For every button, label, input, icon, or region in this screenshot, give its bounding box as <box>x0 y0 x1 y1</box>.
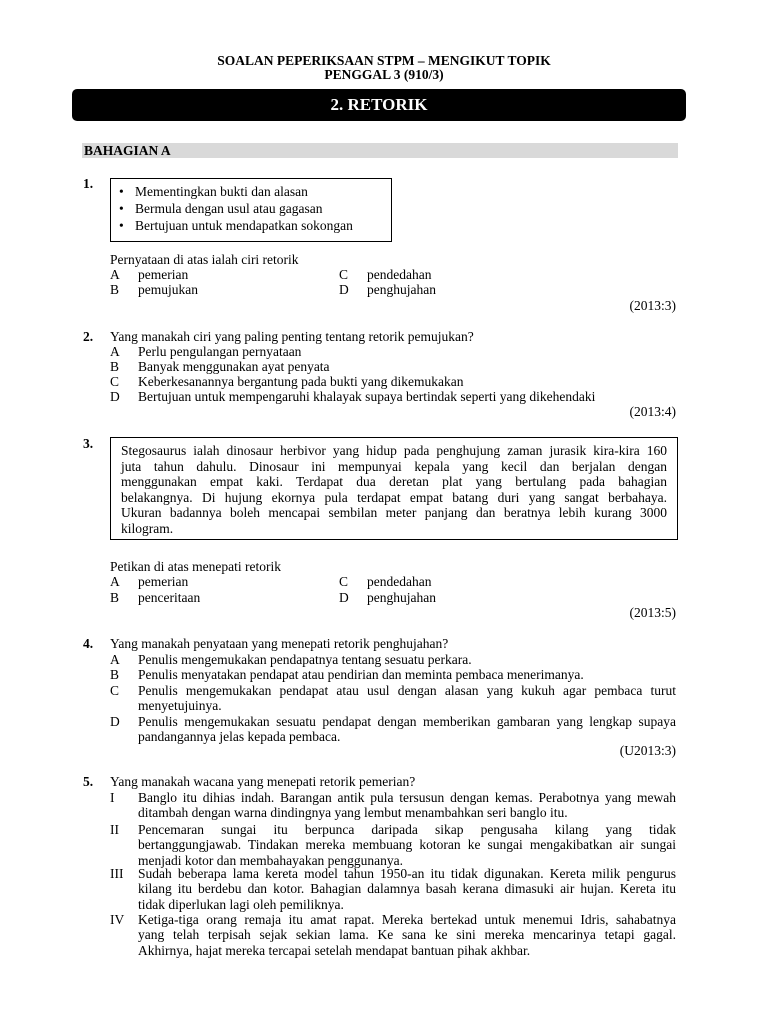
option-text: pemerian <box>138 574 189 589</box>
option-letter: C <box>110 374 120 389</box>
option-text: pendedahan <box>367 574 432 589</box>
option-letter: A <box>110 344 120 359</box>
q1-criteria-box <box>110 178 392 242</box>
option-letter: B <box>110 282 120 297</box>
statement-text: ditambah dengan warna dindingnya yang lembut menambahkan seri banglo itu. <box>138 805 568 821</box>
statement-text: bertanggungjawab. Tindakan mereka membuang kotoran ke sungai mengakibatkan air sungai <box>138 837 676 853</box>
option[interactable] <box>110 667 676 682</box>
option-text: Penulis mengemukakan sesuatu pendapat dengan memberikan gambaran yang lengkap supaya <box>138 714 676 729</box>
option[interactable] <box>110 359 680 374</box>
option-text: Penulis mengemukakan pendapat atau usul dengan alasan yang kukuh agar pembaca turut <box>138 683 676 698</box>
passage-line: belakangnya. Di hujung ekornya pula terdapat empat batang duri yang sangat berbahaya. <box>121 489 667 505</box>
document-subtitle: PENGGAL 3 (910/3) <box>324 67 444 82</box>
statement-item <box>110 866 676 912</box>
passage-line: menggunakan empat kaki. Terdapat dua deretan plat yang bertulang pada bahagian <box>121 474 667 490</box>
option-letter: A <box>110 652 120 667</box>
option-letter: A <box>110 267 120 282</box>
document-title: SOALAN PEPERIKSAAN STPM – MENGIKUT TOPIK <box>217 53 551 68</box>
option[interactable] <box>110 374 680 389</box>
question-stem: Pernyataan di atas ialah ciri retorik <box>110 252 299 267</box>
statement-text: tidak diperlukan lagi oleh pemiliknya. <box>138 896 344 912</box>
option-text: pemujukan <box>138 282 198 297</box>
statement-item <box>110 790 676 821</box>
section-heading: BAHAGIAN A <box>82 143 678 158</box>
statement-text: Akhirnya, hajat mereka tercapai setelah mendapat bantuan pihak akhbar. <box>138 942 531 958</box>
option-text: pandangannya jelas kepada pembaca. <box>138 729 341 745</box>
exam-year-ref: (2013:3) <box>629 298 676 313</box>
option-text: pendedahan <box>367 267 432 282</box>
statement-text: Pencemaran sungai itu berpunca daripada sikap pengusaha kilang yang tidak <box>138 822 676 837</box>
statement-text: yang telah terpisah sejak sekian lama. Ke sana ke sini mereka mencarinya tetapi gagal. <box>138 927 676 943</box>
option-letter: B <box>110 590 120 605</box>
question-number: 2. <box>83 329 94 344</box>
bullet-item: • Mementingkan bukti dan alasan <box>111 183 391 200</box>
option-text: penceritaan <box>138 590 201 605</box>
option-letter: A <box>110 574 120 589</box>
option-text: Perlu pengulangan pernyataan <box>138 344 302 359</box>
question-number: 1. <box>83 176 94 191</box>
q3-passage-box <box>110 437 678 540</box>
passage-line: juta tahun dahulu. Dinosaur ini mempunyai kepala yang kecil dan berjalan dengan <box>121 458 667 474</box>
passage-line: Stegosaurus ialah dinosaur herbivor yang hidup pada penghujung zaman jurasik kira-kira 160 <box>121 443 667 458</box>
option-text: Keberkesanannya bergantung pada bukti yang dikemukakan <box>138 374 464 389</box>
statement-text: Banglo itu dihias indah. Barangan antik pula tersusun dengan kemas. Perabotnya yang mewah <box>138 790 676 805</box>
option-text: penghujahan <box>367 590 436 605</box>
option[interactable] <box>110 652 676 667</box>
option-text: menyetujuinya. <box>138 698 222 714</box>
option-letter: D <box>110 389 120 404</box>
passage-line: Ukuran badannya boleh mencapai sembilan meter panjang dan beratnya lebih kurang 3000 <box>121 505 667 521</box>
exam-year-ref: (2013:5) <box>629 605 676 620</box>
statement-text: Ketiga-tiga orang remaja itu amat rapat. Mereka bertekad untuk menemui Idris, sahabatnya <box>138 912 676 927</box>
bullet-item: • Bermula dengan usul atau gagasan <box>111 200 391 217</box>
option-letter: D <box>339 282 349 297</box>
question-stem: Yang manakah ciri yang paling penting tentang retorik pemujukan? <box>110 329 474 344</box>
option-letter: B <box>110 359 120 374</box>
question-number: 4. <box>83 636 94 651</box>
question-number: 5. <box>83 774 94 789</box>
option[interactable] <box>110 344 680 359</box>
roman-numeral: II <box>110 822 119 837</box>
option-letter: D <box>110 714 120 729</box>
bullet-item: • Bertujuan untuk mendapatkan sokongan <box>111 217 391 234</box>
statement-item <box>110 912 676 958</box>
question-number: 3. <box>83 436 94 451</box>
option-text: Penulis mengemukakan pendapatnya tentang sesuatu perkara. <box>138 652 472 667</box>
roman-numeral: I <box>110 790 115 805</box>
statement-item <box>110 822 676 868</box>
option-text: pemerian <box>138 267 189 282</box>
option[interactable] <box>110 683 676 714</box>
option-letter: C <box>339 574 349 589</box>
option[interactable] <box>110 714 676 745</box>
statement-text: kilang itu berdebu dan kotor. Bahagian dalamnya basah kerana dimasuki air hujan. Kereta itu <box>138 881 676 897</box>
statement-text: Sudah beberapa lama kereta model tahun 1950-an itu tidak digunakan. Kereta milik pengurus <box>138 866 676 881</box>
option-text: Banyak menggunakan ayat penyata <box>138 359 330 374</box>
roman-numeral: IV <box>110 912 125 927</box>
exam-year-ref: (U2013:3) <box>619 743 676 758</box>
option[interactable] <box>110 389 680 404</box>
exam-year-ref: (2013:4) <box>629 404 676 419</box>
option-letter: B <box>110 667 120 682</box>
roman-numeral: III <box>110 866 124 881</box>
option-letter: D <box>339 590 349 605</box>
statement-text: menjadi kotor dan membahayakan penggunanya. <box>138 852 404 868</box>
question-stem: Yang manakah penyataan yang menepati retorik penghujahan? <box>110 636 449 651</box>
passage-line: kilogram. <box>121 520 174 536</box>
option-letter: C <box>339 267 349 282</box>
topic-banner: 2. RETORIK <box>72 89 686 121</box>
question-stem: Petikan di atas menepati retorik <box>110 559 281 574</box>
option-text: Penulis menyatakan pendapat atau pendirian dan meminta pembaca menerimanya. <box>138 667 584 682</box>
question-stem: Yang manakah wacana yang menepati retorik pemerian? <box>110 774 416 789</box>
option-text: penghujahan <box>367 282 436 297</box>
option-letter: C <box>110 683 120 698</box>
option-text: Bertujuan untuk mempengaruhi khalayak supaya bertindak seperti yang dikehendaki <box>138 389 596 404</box>
